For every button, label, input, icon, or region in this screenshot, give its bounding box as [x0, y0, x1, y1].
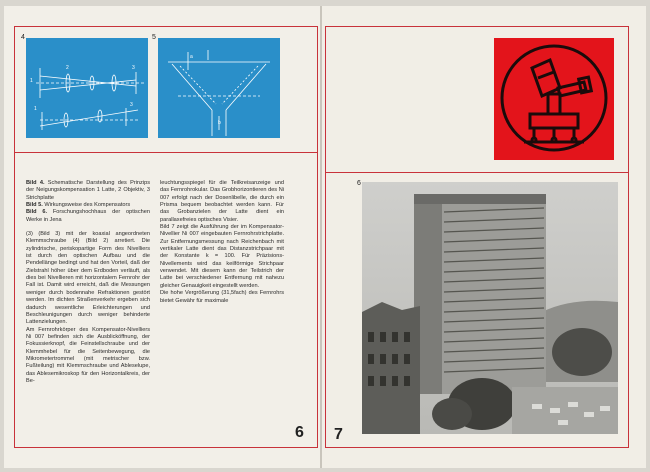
building-photo	[362, 182, 618, 434]
figure-6-number: 6	[357, 180, 361, 187]
figure-4-number: 4	[21, 34, 25, 41]
svg-text:1: 1	[34, 106, 37, 112]
left-page	[4, 6, 320, 468]
body-paragraph-3: leuchtungsspiegel für die Teilkreisanzeige und das Fernrohrokular. Das Grobhorizontieren des Ni 007 erfolgt nach der Dosenlibelle, die durch ein Prisma bequem beobachtet werden kann. Für das Grobanzielen der Latte dient ein parallaxefreies optisches Visier.	[160, 180, 284, 223]
right-page	[322, 6, 646, 468]
figure-5-diagram	[158, 38, 280, 138]
svg-text:b: b	[218, 120, 221, 126]
svg-text:3: 3	[132, 65, 135, 71]
caption-bild-6-label: Bild 6.	[26, 209, 48, 216]
caption-bild-4-text: Schematische Darstellung des Prinzips der Neigungskompensation 1 Latte, 2 Objektiv, 3 Strichplatte	[26, 180, 150, 201]
body-paragraph-4: Bild 7 zeigt die Ausführung der im Kompensator-Nivellier Ni 007 eingebauten Fernrohrstrichplatte. Zur Entfernungsmessung nach Reichenbach mit vertikaler Latte dient das Distanzstrichpaar mit der Konstante k = 100. Für Präzisions-Nivellements wird das keilförmige Strichpaar verwendet. Mit diesem kann der Teilstrich der Latte bei verschiedener Entfernung mit nahezu gleicher Genauigkeit eingestellt werden.	[160, 224, 284, 289]
logo-box	[494, 38, 614, 160]
svg-text:a: a	[190, 54, 193, 60]
page-number-left: 6	[295, 424, 304, 441]
caption-bild-5	[26, 202, 150, 209]
compensator-principle-diagram	[26, 38, 148, 138]
figure-5-number: 5	[152, 34, 156, 41]
right-divider	[325, 172, 629, 173]
svg-text:2: 2	[66, 65, 69, 71]
caption-bild-5-text: Wirkungsweise des Kompensators	[42, 202, 131, 209]
left-divider	[14, 152, 318, 153]
compensator-action-diagram	[158, 38, 280, 138]
caption-bild-6-text: Forschungshochhaus der optischen Werke in Jena	[26, 209, 150, 223]
captions-column	[26, 180, 150, 385]
building-photo-image	[362, 182, 618, 434]
body-paragraph-5: Die hohe Vergrößerung (31,5fach) des Fernrohrs bietet Gewähr für maximale	[160, 290, 284, 304]
caption-bild-4-label: Bild 4.	[26, 180, 45, 186]
caption-bild-4	[26, 180, 150, 202]
body-column-2	[160, 180, 284, 305]
body-paragraph-2: Am Fernrohrkörper des Kompensator-Nivelliers Ni 007 befinden sich die Ausblicköffnung, der Fokussierknopf, die Feinstellschraube und der Klemmhebel für die Seitenbewegung, die Mikrometertrommel (mit metrischer bzw. Fußteilung) mit Klemmschraube und Ableselupe, das Ablesemikroskop für den Horizontalkreis, der Be-	[26, 326, 150, 384]
body-paragraph-1: (3) (Bild 3) mit der koaxial angeordneten Klemmschraube (4) (Bild 2) arretiert. Die zylindrische, periskopartige Form des Nivelliers ist durch den optischen Aufbau und die Pendellänge bedingt und hat den Vorteil, daß der Zielstrahl höher über dem Erdboden verläuft, als dies bei Nivellieren mit horizontalem Fernrohr der Fall ist. Damit wird erreicht, daß die Messungen weniger durch bodennahe Refraktionen gestört werden. Im dichten Straßenverkehr ergeben sich dadurch wesentliche Erleichterungen und Beschleunigungen durch weniger behinderte Lattenzielungen.	[26, 231, 150, 326]
caption-bild-6	[26, 209, 150, 224]
caption-bild-5-label: Bild 5.	[26, 202, 43, 209]
telescope-logo-icon	[494, 38, 614, 160]
svg-text:3: 3	[130, 102, 133, 108]
svg-text:1: 1	[30, 78, 33, 84]
figure-4-diagram	[26, 38, 148, 138]
page-number-right: 7	[334, 426, 343, 443]
